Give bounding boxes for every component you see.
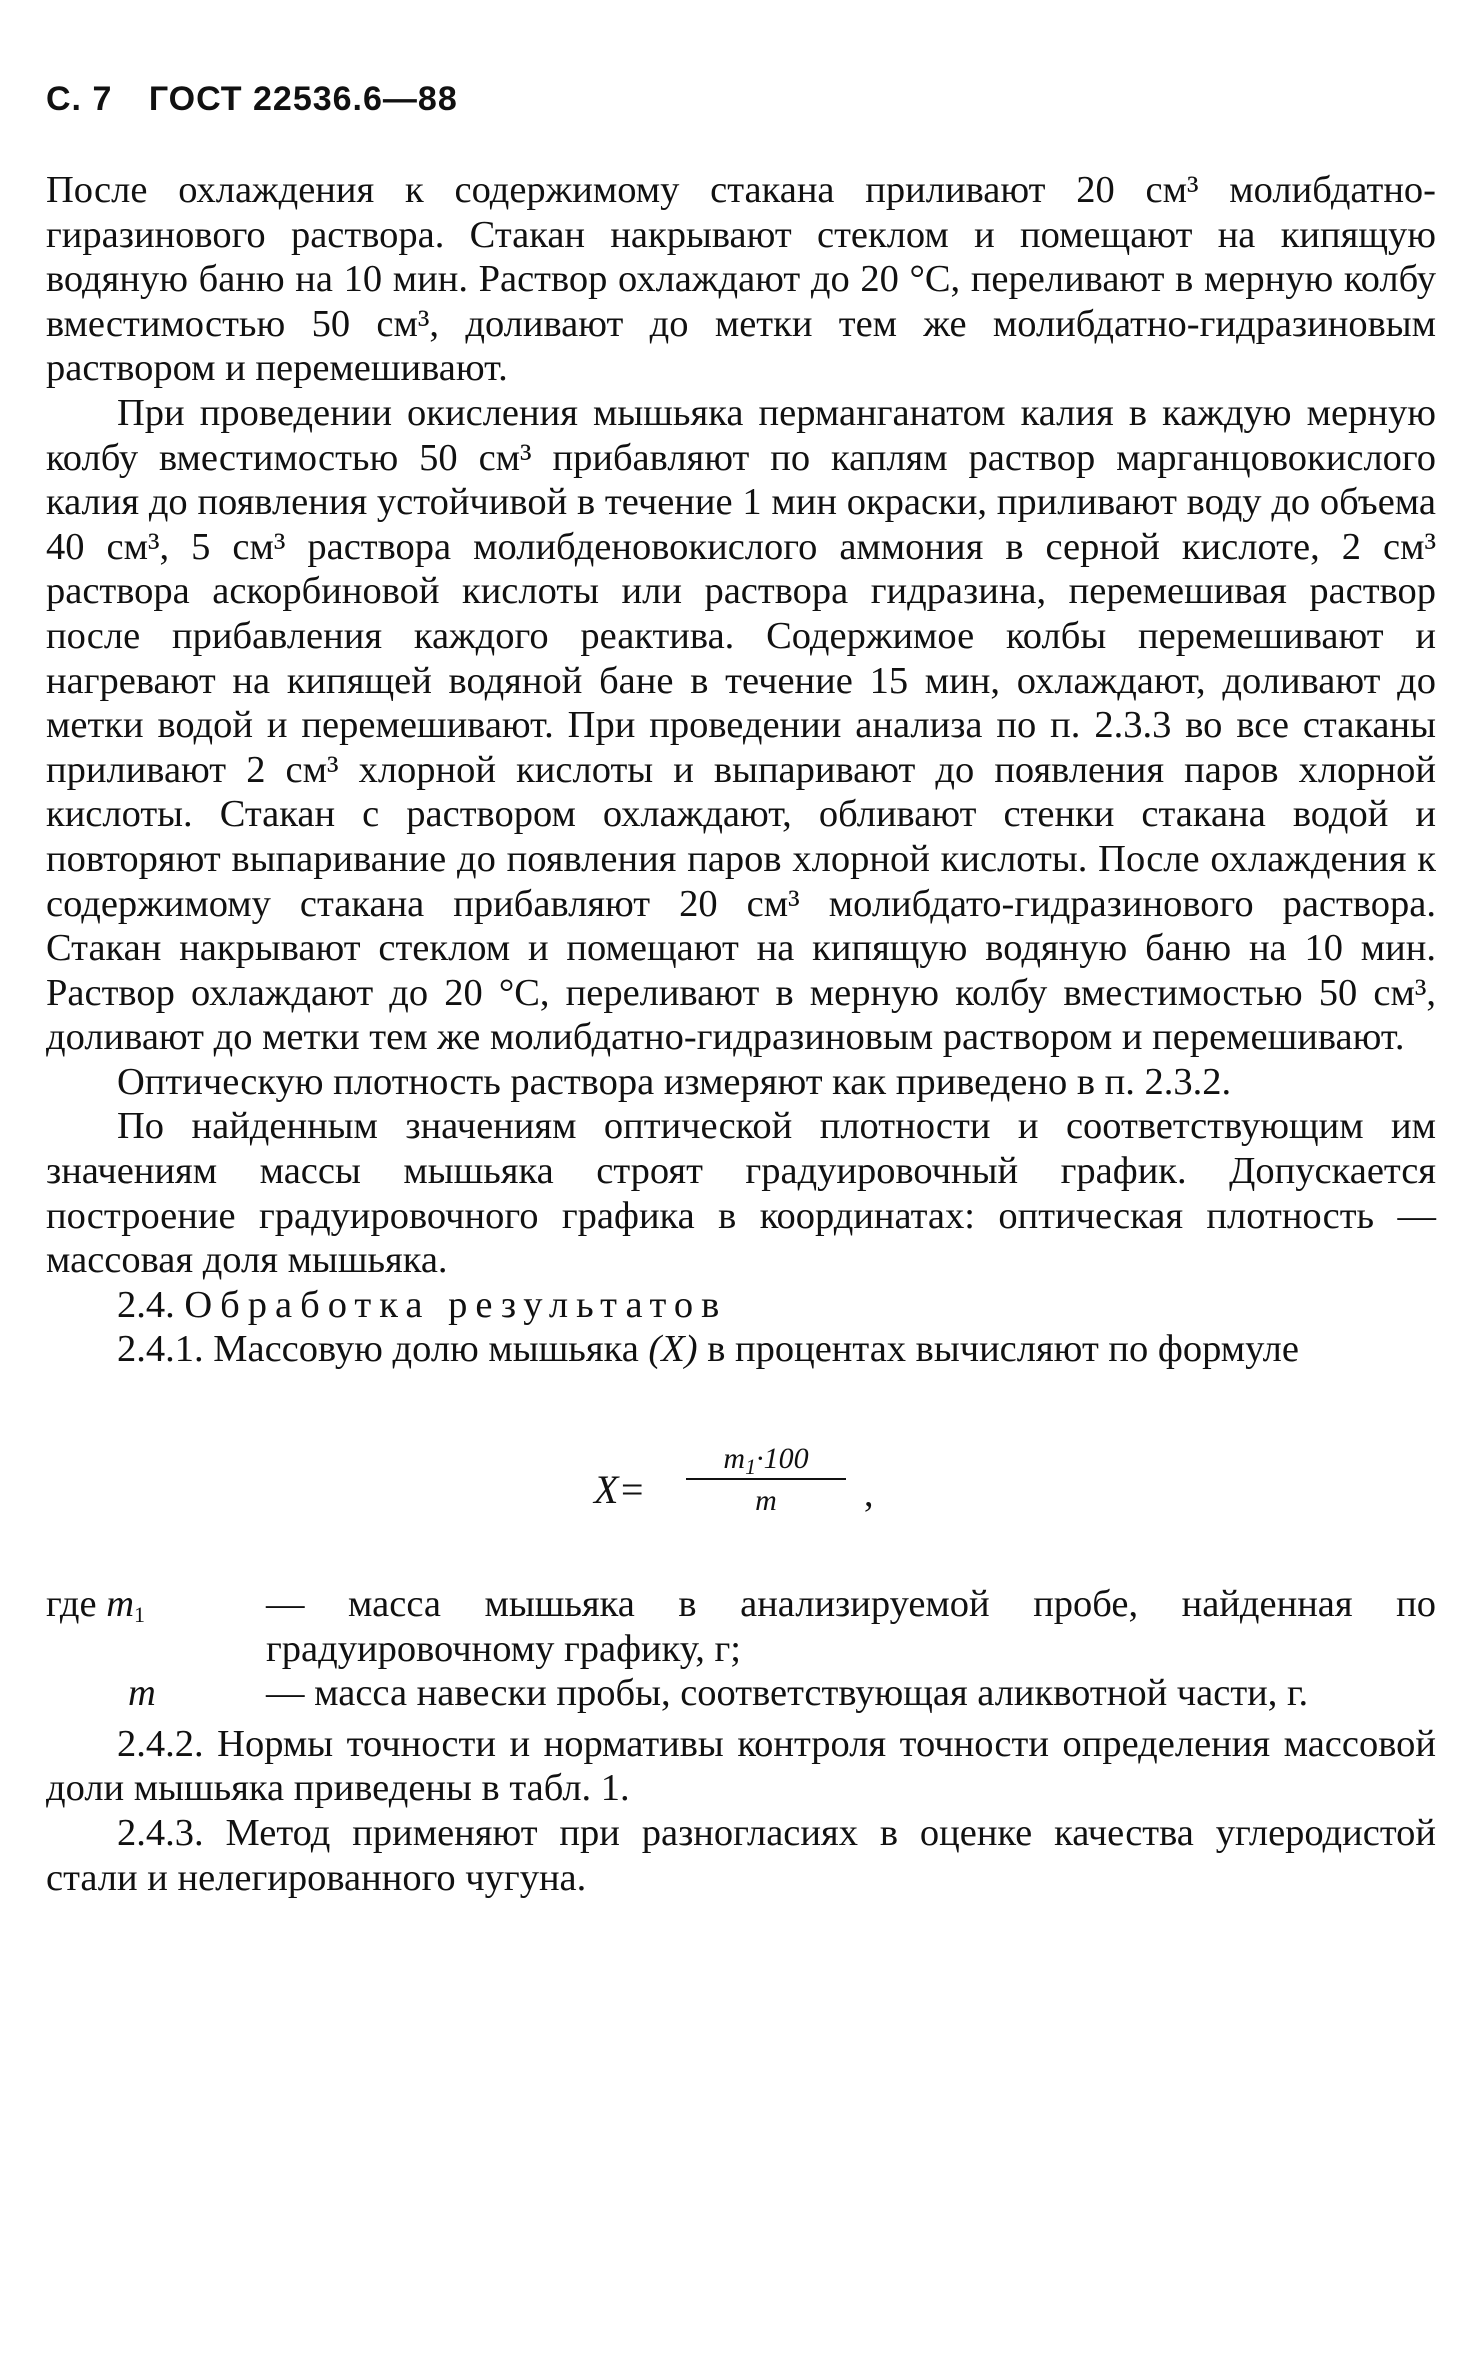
- formula-lhs: X=: [594, 1467, 646, 1513]
- section-heading: [46, 1283, 1436, 1328]
- section-title: Обработка результатов: [184, 1283, 728, 1326]
- page-number: С. 7: [46, 80, 113, 118]
- page-header: [46, 80, 1436, 120]
- definition-text: — масса мышьяка в анализируемой пробе, найденная по градуировочному графику, г;: [266, 1583, 1436, 1670]
- formula-fraction: [686, 1442, 846, 1518]
- definition-var: m: [106, 1583, 134, 1626]
- formula-comma: ,: [864, 1473, 874, 1516]
- numerator-rest: ·100: [756, 1442, 809, 1476]
- paragraph-2-4-1: [46, 1327, 1436, 1372]
- paragraph-oxidation: При проведении окисления мышьяка перманганатом калия в каждую мерную колбу вместимостью 50 см³ прибавляют по каплям раствор марганцовокислого калия до появления устойчивой в течение 1 мин окраски, приливают воду до объема 40 см³, 5 см³ раствора молибденовокислого аммония в серной кислоте, 2 см³ раствора аскорбиновой кислоты или раствора гидразина, перемешивая раствор после прибавления каждого реактива. Содержимое колбы перемешивают и нагревают на кипящей водяной бане в течение 15 мин, охлаждают, доливают до метки водой и перемешивают. При проведении анализа по п. 2.3.3 во все стаканы приливают 2 см³ хлорной кислоты и выпаривают до появления паров хлорной кислоты. Стакан с раствором охлаждают, обливают стенки стакана водой и повторяют выпаривание до появления паров хлорной кислоты. После охлаждения к содержимому стакана прибавляют 20 см³ молибдато-гидразинового раствора. Стакан накрывают стеклом и помещают на кипящую водяную баню на 10 мин. Раствор охлаждают до 20 °С, переливают в мерную колбу вместимостью 50 см³, доливают до метки тем же молибдатно-гидразиновым раствором и перемешивают.: [46, 391, 1436, 1059]
- definition-text: — масса навески пробы, соответствующая аликвотной части, г.: [266, 1672, 1309, 1715]
- definition-symbol: [46, 1671, 266, 1716]
- document-page: [46, 80, 1436, 1900]
- standard-code: ГОСТ 22536.6—88: [148, 80, 458, 118]
- numerator-sub: 1: [745, 1454, 757, 1480]
- paragraph-2-4-3: 2.4.3. Метод применяют при разногласиях в оценке качества углеродистой стали и нелегированного чугуна.: [46, 1812, 1436, 1899]
- section-number: 2.4.: [117, 1283, 175, 1326]
- definitions: [46, 1582, 1436, 1716]
- definition-symbol: [46, 1582, 266, 1671]
- definition-where: где: [46, 1583, 97, 1626]
- numerator-var: m: [723, 1442, 746, 1476]
- formula-numerator: [686, 1442, 846, 1480]
- definition-sub: 1: [134, 1602, 145, 1628]
- paragraph-optical-density: Оптическую плотность раствора измеряют как приведено в п. 2.3.2.: [117, 1060, 1232, 1103]
- definition-var: m: [128, 1672, 156, 1715]
- p241-variable: (X): [648, 1328, 698, 1371]
- formula-denominator: m: [755, 1484, 777, 1518]
- paragraph-2-4-2: 2.4.2. Нормы точности и нормативы контроля точности определения массовой доли мышьяка приведены в табл. 1.: [46, 1722, 1436, 1810]
- paragraph-cooling: После охлаждения к содержимому стакана приливают 20 см³ молибдатно-гиразинового раствора. Стакан накрывают стеклом и помещают на кипящую водяную баню на 10 мин. Раствор охлаждают до 20 °С, переливают в мерную колбу вместимостью 50 см³, доливают до метки тем же молибдатно-гидразиновым раствором и перемешивают.: [46, 169, 1436, 390]
- definition-row: [46, 1582, 1436, 1671]
- definition-row: [46, 1671, 1436, 1716]
- p241-end: в процентах вычисляют по формуле: [697, 1328, 1299, 1371]
- paragraph-calibration: По найденным значениям оптической плотности и соответствующим им значениям массы мышьяка строят градуировочный график. Допускается построение градуировочного графика в координатах: оптическая плотность — массовая доля мышьяка.: [46, 1105, 1436, 1282]
- p241-start: 2.4.1. Массовую долю мышьяка: [117, 1328, 649, 1371]
- formula: [46, 1414, 1436, 1564]
